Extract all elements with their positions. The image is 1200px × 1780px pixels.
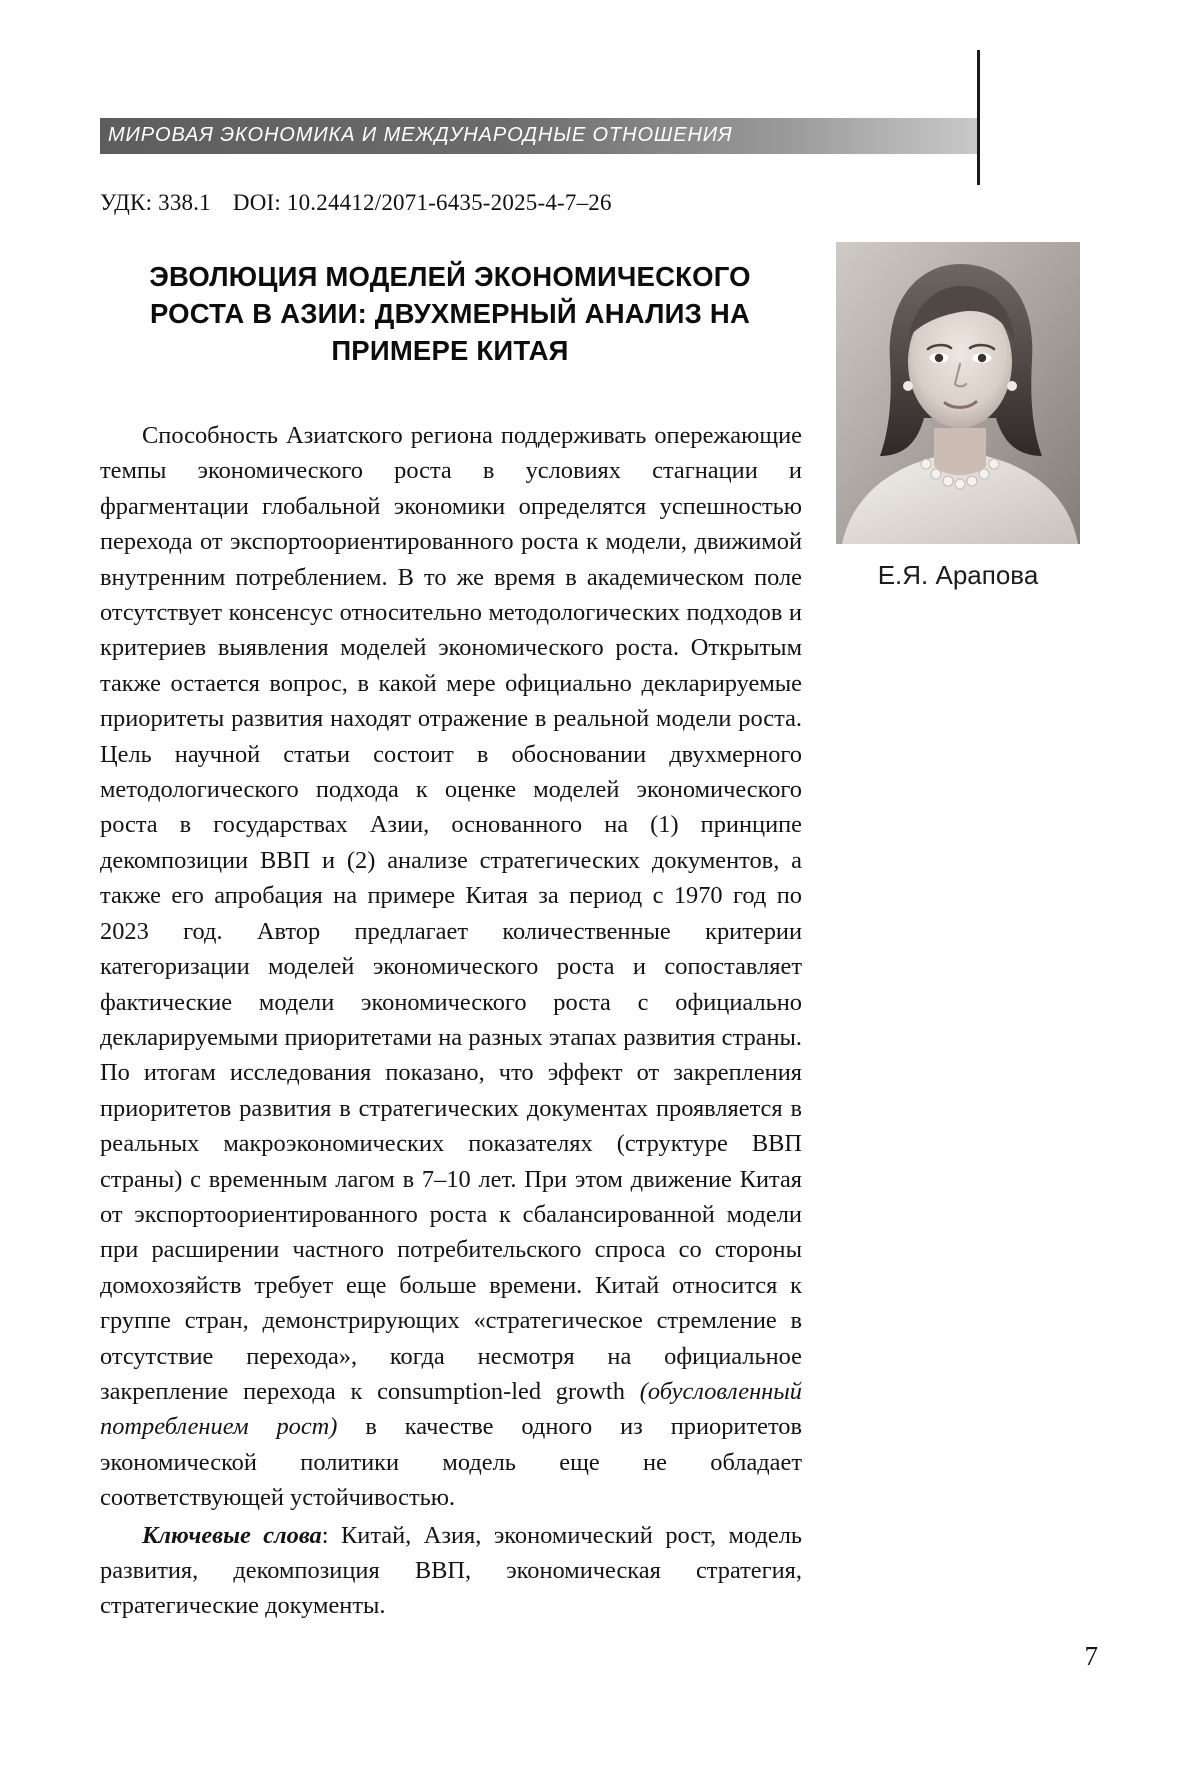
page-number: 7 bbox=[1084, 1641, 1098, 1671]
keywords-label: Ключевые слова bbox=[142, 1521, 322, 1549]
page-title: ЭВОЛЮЦИЯ МОДЕЛЕЙ ЭКОНОМИЧЕСКОГО РОСТА В АЗИИ: ДВУХМЕРНЫЙ АНАЛИЗ НА ПРИМЕРЕ КИТАЯ bbox=[149, 261, 751, 367]
udk-doi-line bbox=[100, 190, 612, 216]
doi-code: DOI: 10.24412/2071-6435-2025-4-7–26 bbox=[232, 190, 612, 215]
abstract-paragraph bbox=[100, 418, 802, 1516]
abstract-text-part2: в качестве одного из приоритетов экономической политики модель еще не обладает соответствующей устойчивостью. bbox=[100, 1413, 802, 1512]
author-block bbox=[836, 242, 1080, 591]
author-photo bbox=[836, 242, 1080, 544]
abstract-text-italic: (обусловленный потреблением рост) bbox=[100, 1377, 802, 1441]
udk-code: УДК: 338.1 bbox=[100, 190, 211, 215]
keywords-text: : Китай, Азия, экономический рост, модель развития, декомпозиция ВВП, экономическая стратегия, стратегические документы. bbox=[100, 1521, 802, 1620]
author-name: Е.Я. Арапова bbox=[877, 560, 1039, 590]
abstract bbox=[100, 418, 802, 1624]
abstract-text-part1: Способность Азиатского региона поддерживать опережающие темпы экономического роста в условиях стагнации и фрагментации глобальной экономики определятся успешностью перехода от экспортоориентированного роста к модели, движимой внутренним потреблением. В то же время в академическом поле отсутствует консенсус относительно методологических подходов и критериев выявления моделей экономического роста. Открытым также остается вопрос, в какой мере официально декларируемые приоритеты развития находят отражение в реальной модели роста. Цель научной статьи состоит в обосновании двухмерного методологического подхода к оценке моделей экономического роста в государствах Азии, основанного на (1) принципе декомпозиции ВВП и (2) анализе стратегических документов, а также его апробация на примере Китая за период с 1970 год по 2023 год. Автор предлагает количественные критерии категоризации моделей экономического роста и сопоставляет фактические модели экономического роста с официально декларируемыми приоритетами на разных этапах развития страны. По итогам исследования показано, что эффект от закрепления приоритетов развития в стратегических документах проявляется в реальных макроэкономических показателях (структуре ВВП страны) с временным лагом в 7–10 лет. При этом движение Китая от экспортоориентированного роста к сбалансированной модели при расширении частного потребительского спроса со стороны домохозяйств требует еще больше времени. Китай относится к группе стран, демонстрирующих «стратегическое стремление в отсутствие перехода», когда несмотря на официальное закрепление перехода к consumption-led growth bbox=[100, 422, 802, 1405]
keywords-paragraph bbox=[100, 1518, 802, 1624]
running-head bbox=[100, 118, 980, 154]
running-head-text: МИРОВАЯ ЭКОНОМИКА И МЕЖДУНАРОДНЫЕ ОТНОШЕНИЯ bbox=[108, 124, 733, 146]
header-vertical-rule bbox=[977, 50, 980, 185]
